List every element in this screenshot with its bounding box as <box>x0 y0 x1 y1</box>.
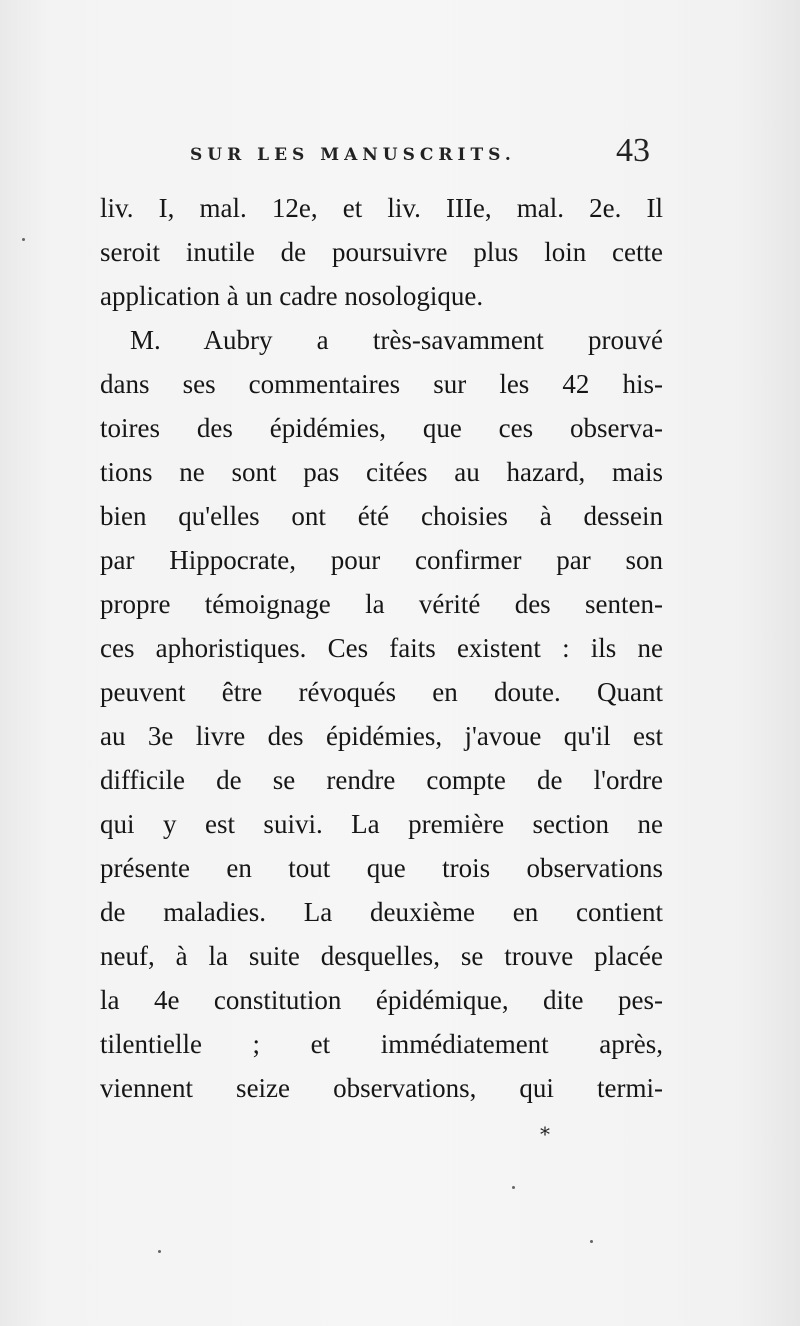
paper-speck <box>158 1250 161 1253</box>
text-line: par Hippocrate, pour confirmer par son <box>100 545 663 575</box>
paper-speck <box>590 1240 593 1243</box>
text-line: ces aphoristiques. Ces faits existent : ils ne <box>100 633 663 663</box>
text-line: liv. I, mal. 12e, et liv. IIIe, mal. 2e. Il <box>100 193 663 223</box>
text-line: viennent seize observations, qui termi- <box>100 1073 663 1103</box>
text-line: propre témoignage la vérité des senten- <box>100 589 663 619</box>
text-line: neuf, à la suite desquelles, se trouve placée <box>100 941 663 971</box>
text-line: qui y est suivi. La première section ne <box>100 809 663 839</box>
text-line: tions ne sont pas citées au hazard, mais <box>100 457 663 487</box>
text-line: tilentielle ; et immédiatement après, <box>100 1029 663 1059</box>
text-line: M. Aubry a très-savamment prouvé <box>130 325 663 355</box>
text-line: seroit inutile de poursuivre plus loin cette <box>100 237 663 267</box>
paper-speck <box>22 238 25 241</box>
signature-mark: * <box>540 1122 550 1146</box>
text-line: présente en tout que trois observations <box>100 853 663 883</box>
text-line: au 3e livre des épidémies, j'avoue qu'il est <box>100 721 663 751</box>
text-line: de maladies. La deuxième en contient <box>100 897 663 927</box>
text-line: difficile de se rendre compte de l'ordre <box>100 765 663 795</box>
running-head: SUR LES MANUSCRITS. <box>190 145 516 165</box>
text-line: bien qu'elles ont été choisies à dessein <box>100 501 663 531</box>
text-line: toires des épidémies, que ces observa- <box>100 413 663 443</box>
page-number: 43 <box>616 132 650 169</box>
paper-speck <box>512 1186 515 1189</box>
text-line: application à un cadre nosologique. <box>100 281 484 311</box>
text-line: la 4e constitution épidémique, dite pes- <box>100 985 663 1015</box>
body-text <box>100 186 663 1110</box>
text-line: dans ses commentaires sur les 42 his- <box>100 369 663 399</box>
text-line: peuvent être révoqués en doute. Quant <box>100 677 663 707</box>
